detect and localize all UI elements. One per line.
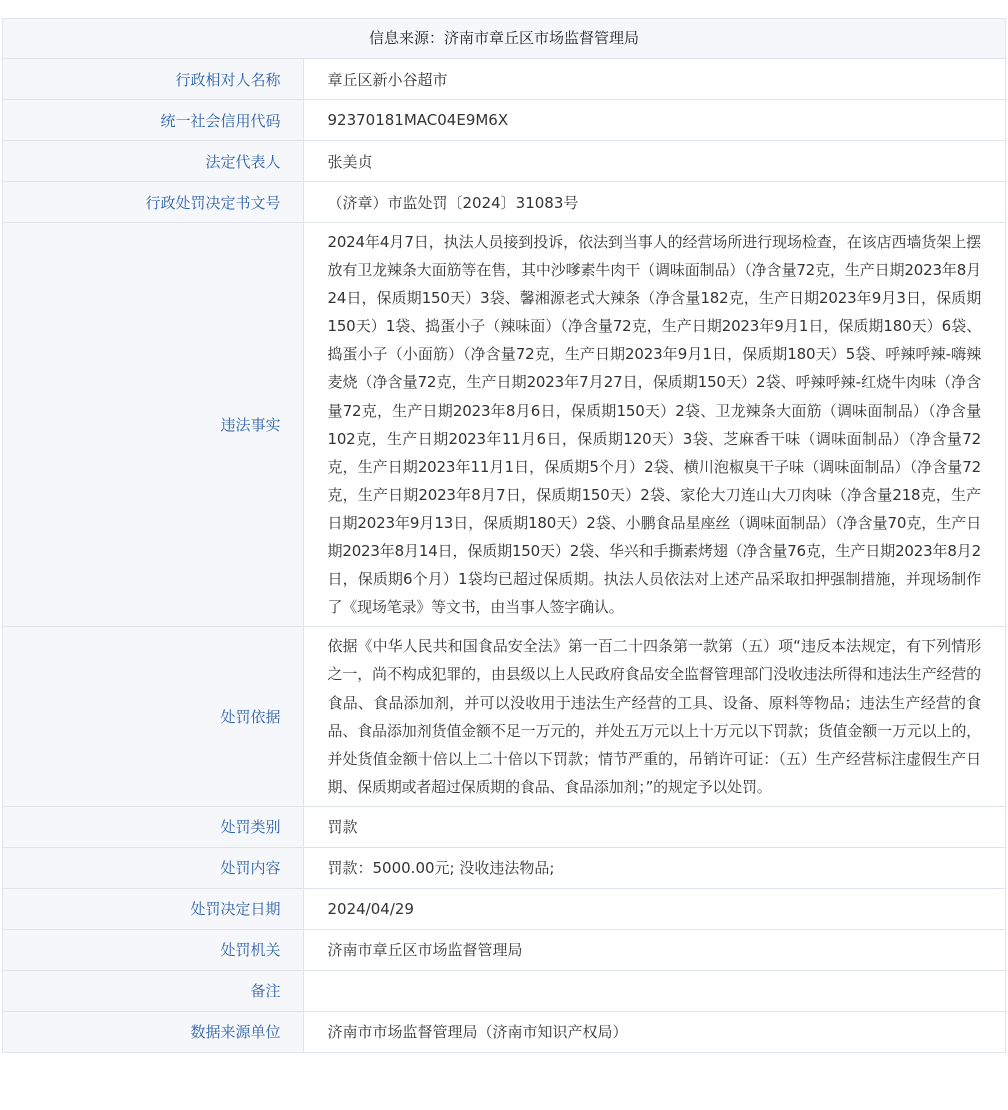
row-data-source bbox=[3, 1011, 1005, 1052]
data-source-label: 数据来源单位 bbox=[3, 1011, 303, 1052]
remarks-value bbox=[303, 970, 1005, 1011]
penalty-authority-label: 处罚机关 bbox=[3, 929, 303, 970]
decision-number-value: （济章）市监处罚〔2024〕31083号 bbox=[303, 182, 1005, 223]
row-violation-facts bbox=[3, 223, 1005, 627]
row-penalty-basis bbox=[3, 627, 1005, 807]
decision-date-value: 2024/04/29 bbox=[303, 888, 1005, 929]
violation-facts-value: 2024年4月7日，执法人员接到投诉，依法到当事人的经营场所进行现场检查，在该店西墙货架上摆放有卫龙辣条大面筋等在售，其中沙嗲素牛肉干（调味面制品）（净含量72克，生产日期2023年8月24日，保质期150天）3袋、馨湘源老式大辣条（净含量182克，生产日期2023年9月3日，保质期150天）1袋、捣蛋小子（辣味面）（净含量72克，生产日期2023年9月1日，保质期180天）6袋、捣蛋小子（小面筋）（净含量72克，生产日期2023年9月1日，保质期180天）5袋、呼辣呼辣-嗨辣麦烧（净含量72克，生产日期2023年7月27日，保质期150天）2袋、呼辣呼辣-红烧牛肉味（净含量72克，生产日期2023年8月6日，保质期150天）2袋、卫龙辣条大面筋（调味面制品）（净含量102克，生产日期2023年11月6日，保质期120天）3袋、芝麻香干味（调味面制品）（净含量72克，生产日期2023年11月1日，保质期5个月）2袋、横川泡椒臭干子味（调味面制品）（净含量72克，生产日期2023年8月7日，保质期150天）2袋、家伦大刀连山大刀肉味（净含量218克，生产日期2023年9月13日，保质期180天）2袋、小鹏食品星座丝（调味面制品）（净含量70克，生产日期2023年8月14日，保质期150天）2袋、华兴和手撕素烤翅（净含量76克，生产日期2023年8月2日，保质期6个月）1袋均已超过保质期。执法人员依法对上述产品采取扣押强制措施，并现场制作了《现场笔录》等文书，由当事人签字确认。 bbox=[303, 223, 1005, 627]
penalty-details-table bbox=[3, 59, 1005, 1052]
row-penalty-type bbox=[3, 806, 1005, 847]
penalty-basis-label: 处罚依据 bbox=[3, 627, 303, 807]
credit-code-label: 统一社会信用代码 bbox=[3, 100, 303, 141]
row-penalty-content bbox=[3, 847, 1005, 888]
row-legal-representative bbox=[3, 141, 1005, 182]
penalty-info-panel bbox=[2, 18, 1006, 1053]
decision-number-label: 行政处罚决定书文号 bbox=[3, 182, 303, 223]
legal-representative-label: 法定代表人 bbox=[3, 141, 303, 182]
violation-facts-label: 违法事实 bbox=[3, 223, 303, 627]
party-name-label: 行政相对人名称 bbox=[3, 59, 303, 100]
row-decision-number bbox=[3, 182, 1005, 223]
party-name-value: 章丘区新小谷超市 bbox=[303, 59, 1005, 100]
penalty-basis-value: 依据《中华人民共和国食品安全法》第一百二十四条第一款第（五）项“违反本法规定，有下列情形之一，尚不构成犯罪的，由县级以上人民政府食品安全监督管理部门没收违法所得和违法生产经营的食品、食品添加剂，并可以没收用于违法生产经营的工具、设备、原料等物品；违法生产经营的食品、食品添加剂货值金额不足一万元的，并处五万元以上十万元以下罚款；货值金额一万元以上的，并处货值金额十倍以上二十倍以下罚款；情节严重的，吊销许可证：（五）生产经营标注虚假生产日期、保质期或者超过保质期的食品、食品添加剂；”的规定予以处罚。 bbox=[303, 627, 1005, 807]
penalty-content-value: 罚款：5000.00元; 没收违法物品; bbox=[303, 847, 1005, 888]
info-source-header bbox=[3, 19, 1005, 59]
penalty-type-label: 处罚类别 bbox=[3, 806, 303, 847]
info-source-value: 济南市章丘区市场监督管理局 bbox=[444, 29, 640, 47]
info-source-label: 信息来源： bbox=[368, 29, 444, 47]
penalty-type-value: 罚款 bbox=[303, 806, 1005, 847]
legal-representative-value: 张美贞 bbox=[303, 141, 1005, 182]
row-credit-code bbox=[3, 100, 1005, 141]
row-party-name bbox=[3, 59, 1005, 100]
row-penalty-authority bbox=[3, 929, 1005, 970]
remarks-label: 备注 bbox=[3, 970, 303, 1011]
row-remarks bbox=[3, 970, 1005, 1011]
row-decision-date bbox=[3, 888, 1005, 929]
penalty-authority-value: 济南市章丘区市场监督管理局 bbox=[303, 929, 1005, 970]
credit-code-value: 92370181MAC04E9M6X bbox=[303, 100, 1005, 141]
penalty-content-label: 处罚内容 bbox=[3, 847, 303, 888]
decision-date-label: 处罚决定日期 bbox=[3, 888, 303, 929]
data-source-value: 济南市市场监督管理局（济南市知识产权局） bbox=[327, 1023, 628, 1042]
